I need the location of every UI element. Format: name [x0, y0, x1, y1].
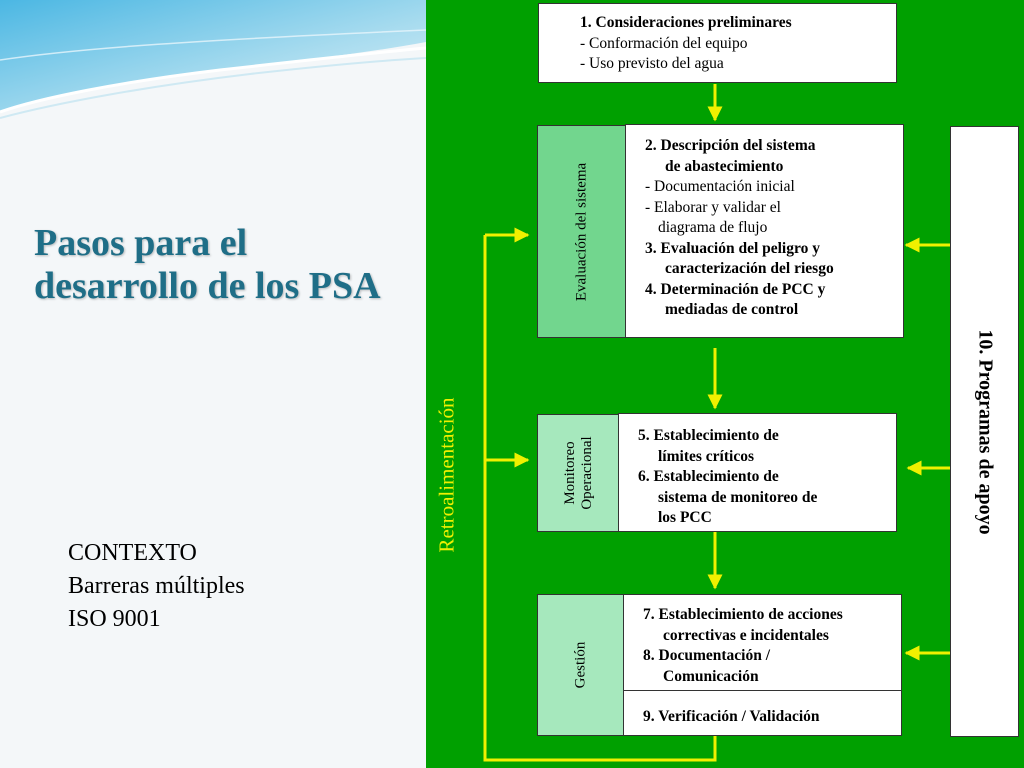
- evaluacion-side-label: Evaluación del sistema: [537, 125, 627, 338]
- retroalimentacion-label: Retroalimentación: [434, 397, 459, 553]
- wave-background: [0, 0, 426, 768]
- evaluacion-line: de abastecimiento: [665, 157, 784, 175]
- gestion-line: correctivas e incidentales: [663, 626, 829, 644]
- gestion-line: 8. Documentación /: [643, 647, 771, 664]
- monitoreo-label-line: Operacional: [578, 436, 595, 510]
- gestion-footer: 9. Verificación / Validación: [643, 708, 820, 725]
- evaluacion-line: - Elaborar y validar el: [645, 198, 781, 216]
- monitoreo-line: 5. Establecimiento de: [638, 427, 779, 444]
- evaluacion-line: - Documentación inicial: [645, 178, 795, 195]
- evaluacion-line: mediadas de control: [665, 301, 799, 318]
- programas-apoyo-box: [950, 126, 1019, 737]
- step1-line: - Uso previsto del agua: [580, 55, 724, 72]
- evaluacion-line: 3. Evaluación del peligro y: [645, 239, 820, 257]
- monitoreo-line: los PCC: [658, 509, 712, 526]
- monitoreo-line: límites críticos: [658, 447, 754, 465]
- step1-box: [538, 3, 897, 83]
- monitoreo-label-line: Monitoreo: [561, 441, 578, 505]
- monitoreo-side-label: [537, 414, 620, 532]
- gestion-line: 7. Establecimiento de acciones: [643, 606, 843, 623]
- gestion-line: Comunicación: [663, 667, 759, 685]
- context-item: CONTEXTO: [68, 540, 197, 566]
- gestion-box: [623, 594, 902, 736]
- evaluacion-line: diagrama de flujo: [658, 219, 768, 236]
- evaluacion-box: [625, 124, 904, 338]
- gestion-side-label: Gestión: [537, 594, 625, 736]
- left-pane: [0, 0, 426, 768]
- evaluacion-line: 4. Determinación de PCC y: [645, 280, 826, 298]
- step1-heading: 1. Consideraciones preliminares: [580, 14, 792, 31]
- monitoreo-line: sistema de monitoreo de: [658, 488, 818, 506]
- page-title: Pasos para el desarrollo de los PSA: [34, 222, 381, 307]
- context-list: [68, 537, 245, 636]
- context-item: Barreras múltiples: [68, 573, 245, 599]
- evaluacion-line: caracterización del riesgo: [665, 260, 834, 277]
- evaluacion-line: 2. Descripción del sistema: [645, 137, 816, 154]
- step1-line: - Conformación del equipo: [580, 34, 748, 52]
- programas-apoyo-label: 10. Programas de apoyo: [974, 328, 996, 535]
- context-item: ISO 9001: [68, 606, 161, 632]
- gestion-divider: [624, 690, 901, 691]
- monitoreo-box: [618, 413, 897, 532]
- monitoreo-line: 6. Establecimiento de: [638, 468, 779, 485]
- psa-flow-diagram: [426, 0, 1024, 768]
